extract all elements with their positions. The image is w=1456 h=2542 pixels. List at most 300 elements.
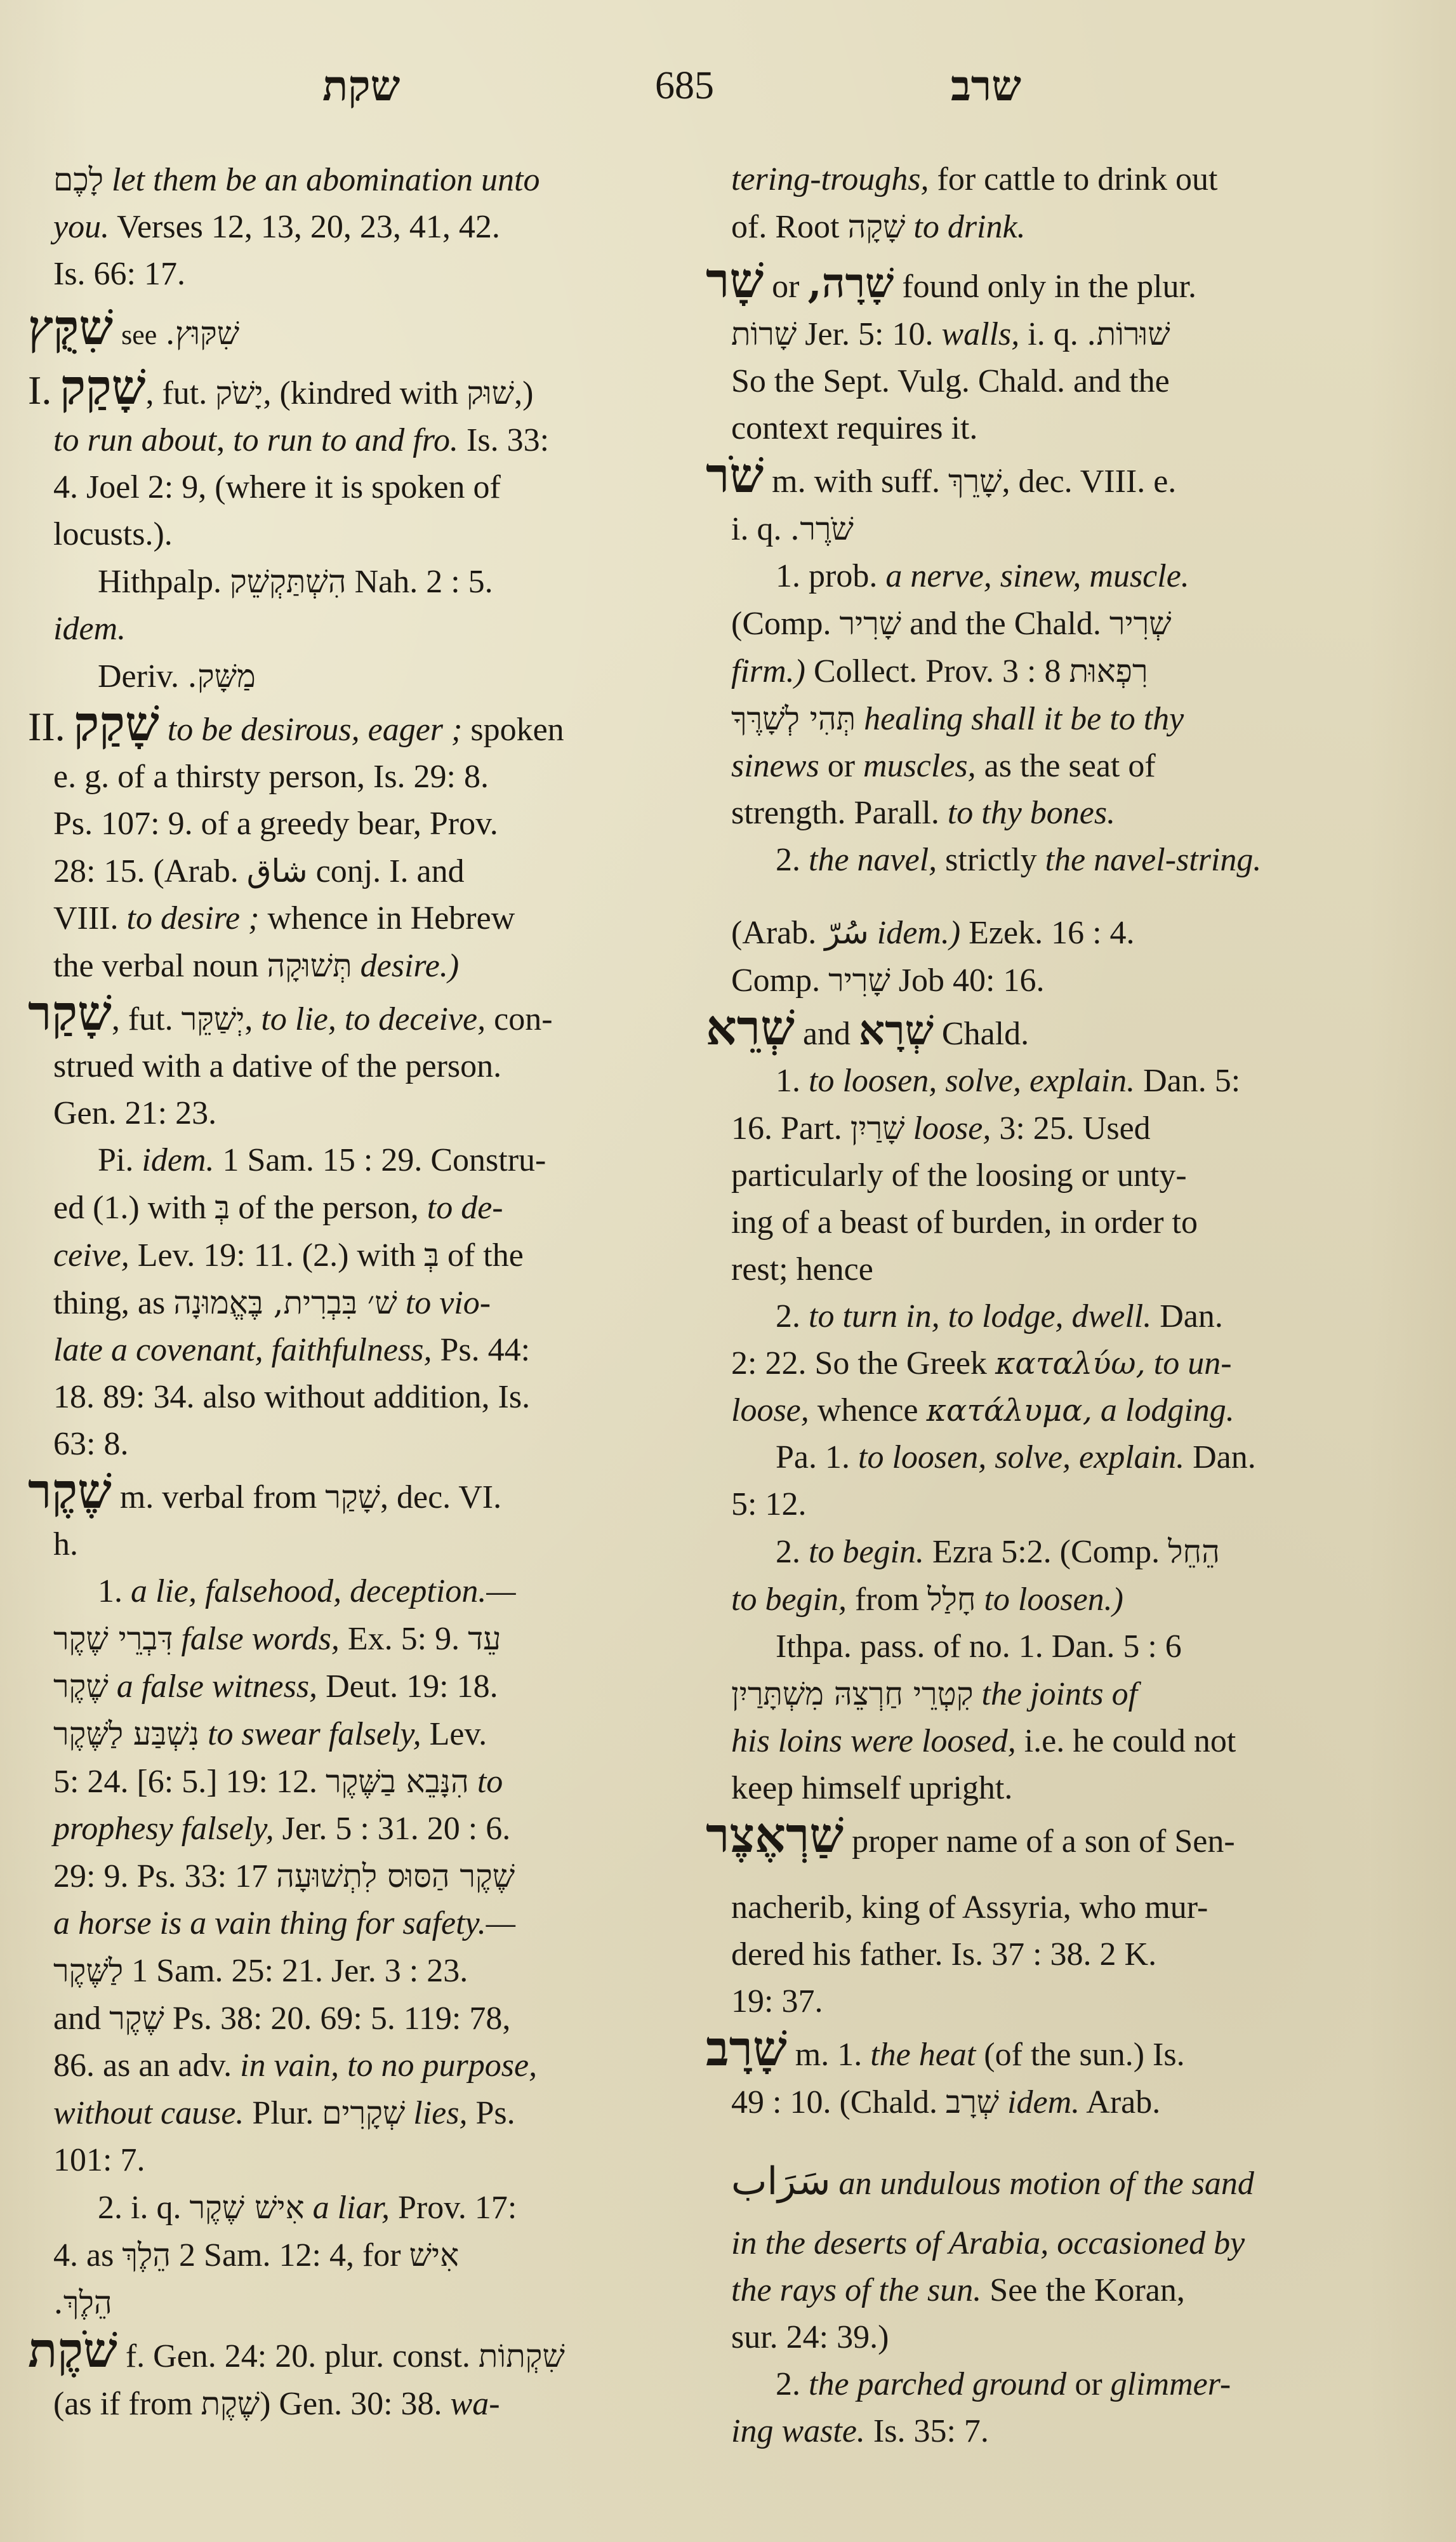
text-line	[706, 1931, 1352, 1978]
text-line	[706, 1434, 1352, 1481]
cross-ref-word: שִׁקּוּץ.	[165, 315, 240, 352]
text: particularly of the loosing or unty-	[731, 1157, 1187, 1194]
text-line	[28, 848, 675, 895]
reference: 19: 37.	[731, 1983, 823, 2020]
reference: Is. 66: 17.	[53, 256, 185, 292]
grammar-label: Hithpalp.	[98, 564, 222, 600]
gloss: let them be an abomination unto	[112, 162, 540, 198]
text: strictly	[945, 842, 1037, 878]
text-line	[28, 1137, 675, 1184]
hebrew-word: לָכֶם	[53, 161, 104, 198]
reference: Lev.	[429, 1716, 487, 1752]
text: thing, as	[53, 1285, 166, 1321]
text: Lev. 19: 11. (2.) with	[137, 1237, 416, 1274]
hebrew-word: רִפְאוּת	[1069, 653, 1148, 689]
sense-number: 1.	[776, 1063, 800, 1099]
entry-shaqar	[28, 985, 675, 1043]
entry-sheqer	[28, 1463, 675, 1521]
hebrew-word: שָׁרֵךְ	[948, 463, 1002, 500]
text-line	[28, 1758, 675, 1806]
hebrew-word: הִשְׁתַּקְשֵׁק	[229, 563, 347, 600]
gloss: muscles,	[863, 748, 976, 784]
text-line	[28, 1853, 675, 1900]
homonym-number: II.	[28, 704, 65, 749]
entry-sharezer	[706, 1807, 1352, 1865]
text: 16. Part.	[731, 1110, 842, 1147]
entry-shaqaq-2	[28, 695, 675, 754]
text: or	[1075, 2366, 1102, 2402]
gloss: to desire ;	[126, 900, 260, 936]
hebrew-word: עֵד	[468, 1620, 501, 1657]
reference: Is. 33:	[458, 422, 550, 458]
hebrew-word: שְׁרִיר	[1109, 605, 1172, 642]
text: ing of a beast of burden, in order to	[731, 1204, 1198, 1241]
grammar-label: m. 1.	[795, 2037, 863, 2073]
text-line	[706, 1058, 1352, 1105]
gloss: a horse is a vain thing for safety.—	[53, 1905, 515, 1941]
arabic-word: شاق	[246, 853, 308, 889]
text-line	[706, 203, 1352, 251]
text-line	[706, 600, 1352, 648]
greek-word: κατάλυμα,	[926, 1393, 1092, 1428]
hebrew-word: שׁוּק	[467, 375, 515, 411]
text: 3: 25. Used	[999, 1110, 1151, 1147]
entry-sharab	[706, 2020, 1352, 2079]
text: Comp.	[731, 962, 821, 999]
headword: שֹׁר	[706, 447, 764, 503]
entry-shera	[706, 999, 1352, 1058]
gloss: a nerve, sinew, muscle.	[885, 558, 1189, 594]
text: 86. as an adv.	[53, 2047, 232, 2084]
gloss: healing shall it be to thy	[864, 701, 1184, 737]
grammar-label: m. with suff.	[772, 463, 940, 500]
text: So the Sept. Vulg. Chald. and the	[731, 363, 1170, 399]
reference: Ps. 44:	[440, 1332, 531, 1368]
gloss: glimmer-	[1110, 2366, 1231, 2402]
text: VIII.	[53, 900, 119, 936]
entry-shar	[706, 252, 1352, 310]
reference: Ps.	[475, 2095, 515, 2131]
grammar-label: Pi.	[98, 1142, 134, 1178]
text-line	[706, 1105, 1352, 1152]
hebrew-word: הֵלֶךְ	[122, 2237, 171, 2273]
reference: (of the sun.) Is.	[984, 2037, 1185, 2073]
text-line	[28, 1568, 675, 1615]
reference: Is. 35: 7.	[873, 2413, 989, 2449]
text-line	[706, 1481, 1352, 1528]
headword-variant: שְׁרָא	[859, 1007, 934, 1055]
text-line	[28, 1327, 675, 1374]
headword: שֹׁקֶת	[28, 2322, 117, 2378]
text-line	[706, 1670, 1352, 1718]
gloss: idem.	[53, 611, 126, 647]
text-line	[706, 1576, 1352, 1623]
gloss: the parched ground	[809, 2366, 1067, 2402]
gloss: to loosen, solve, explain.	[858, 1439, 1185, 1475]
text: spoken	[470, 712, 564, 748]
text: 2: 22. So the Greek	[731, 1345, 987, 1381]
text-line	[28, 1995, 675, 2042]
text-line	[28, 417, 675, 464]
text: Ps. 107: 9. of a greedy bear, Prov.	[53, 806, 498, 842]
hebrew-word: תְּשׁוּקָה	[267, 947, 352, 984]
text-line	[706, 957, 1352, 1004]
text: and	[53, 2000, 102, 2037]
text-line	[706, 1623, 1352, 1670]
text-line	[28, 895, 675, 942]
hebrew-word: בְּ	[423, 1237, 439, 1274]
hebrew-word: שְׁרָב	[945, 2084, 1000, 2120]
text-line	[28, 1184, 675, 1232]
text-line	[706, 837, 1352, 884]
text: 1. prob.	[776, 558, 878, 594]
arabic-word: سُرّ	[824, 914, 869, 951]
text-line	[28, 1521, 675, 1568]
text-line	[706, 505, 1352, 553]
hebrew-word: שֶׁקֶת	[201, 2385, 260, 2422]
text: and the Chald.	[910, 606, 1101, 642]
text: f. Gen. 24: 20. plur. const.	[125, 2338, 470, 2374]
hebrew-word: אִישׁ	[409, 2237, 460, 2273]
text: e. g. of a thirsty person, Is. 29: 8.	[53, 759, 489, 795]
headword: שָׁקַק	[73, 695, 159, 752]
reference: Deut. 19: 18.	[326, 1668, 498, 1705]
text-line	[28, 1900, 675, 1947]
gloss: you.	[53, 209, 110, 245]
reference: Nah. 2 : 5.	[354, 564, 493, 600]
text: strength. Parall.	[731, 795, 939, 831]
reference: 63: 8.	[53, 1426, 129, 1462]
headword: שָׁר	[706, 252, 764, 309]
text-line	[28, 2137, 675, 2184]
gloss: a false witness,	[116, 1668, 318, 1705]
hebrew-phrase: אִישׁ שֶׁקֶר	[189, 2189, 305, 2226]
page-number: 685	[655, 64, 714, 107]
reference: 49 : 10. (Chald.	[731, 2084, 937, 2120]
entry-shoqet	[28, 2322, 675, 2380]
gloss: an undulous motion of the sand	[838, 2166, 1254, 2202]
gloss: loose,	[731, 1392, 809, 1428]
text: of the person,	[238, 1190, 419, 1226]
text-line	[28, 754, 675, 801]
homonym-number: I.	[28, 368, 52, 413]
text: for cattle to drink out	[937, 161, 1218, 197]
hebrew-word: שִׁקְתוֹת	[478, 2338, 565, 2374]
gloss: a liar,	[312, 2190, 390, 2226]
hebrew-phrase: שֶׁקֶר הַסּוּס לִתְשׁוּעָה	[276, 1858, 515, 1894]
headword: שִׁקֻּץ	[28, 299, 114, 356]
gloss: to de-	[427, 1190, 503, 1226]
reference: 101: 7.	[53, 2142, 145, 2178]
text-line	[706, 156, 1352, 203]
grammar-label: Pa. 1.	[776, 1439, 850, 1475]
hebrew-word: שָׁקַר	[325, 1479, 380, 1515]
text: See the Koran,	[989, 2272, 1185, 2308]
hebrew-word: הֵחֵל	[1168, 1533, 1220, 1570]
gloss: his loins were loosed,	[731, 1723, 1016, 1759]
reference: Dan. 5:	[1143, 1063, 1241, 1099]
text-line	[706, 2361, 1352, 2408]
hebrew-phrase: דִּבְרֵי שֶׁקֶר	[53, 1620, 173, 1657]
gloss: walls,	[941, 316, 1020, 352]
text-line	[28, 511, 675, 558]
gloss: to turn in, to lodge, dwell.	[809, 1298, 1152, 1334]
text: from	[854, 1581, 920, 1618]
text: ,	[244, 1001, 253, 1037]
gloss: firm.)	[731, 653, 805, 689]
gloss: lies,	[413, 2095, 468, 2131]
gloss: the navel-string.	[1045, 842, 1262, 878]
hebrew-word: שׁוּרוֹת.	[1086, 316, 1170, 352]
hebrew-word: שָׁרוֹת	[731, 316, 797, 352]
reference: Ps. 38: 20. 69: 5. 119: 78,	[172, 2000, 511, 2037]
grammar-label: , fut.	[145, 375, 208, 411]
text: 2. i. q.	[98, 2190, 182, 2226]
text: strued with a dative of the person.	[53, 1048, 502, 1084]
gloss: to un-	[1153, 1345, 1232, 1381]
text: , dec. VIII. e.	[1002, 463, 1177, 500]
reference: Verses 12, 13, 20, 23, 41, 42.	[117, 209, 500, 245]
text: Chald.	[941, 1016, 1029, 1052]
reference: Job 40: 16.	[898, 962, 1045, 999]
text: Arab.	[1086, 2084, 1161, 2120]
sense-number: 2.	[776, 1534, 800, 1570]
text: keep himself upright.	[731, 1770, 1013, 1806]
gloss: wa-	[450, 2386, 500, 2422]
text-line	[28, 2380, 675, 2428]
gloss: to swear falsely,	[208, 1716, 421, 1752]
cross-ref-label: see	[121, 319, 157, 350]
text-line	[28, 1421, 675, 1468]
reference: Jer. 5: 10.	[805, 316, 934, 352]
right-column	[706, 156, 1352, 2455]
reference: Ex. 5: 9.	[347, 1621, 460, 1657]
hebrew-word: בְּ	[215, 1189, 230, 1226]
gloss: to run about	[53, 422, 217, 458]
text: ed (1.) with	[53, 1190, 207, 1226]
text: (Arab.	[731, 915, 817, 951]
text-line	[706, 2408, 1352, 2455]
text-line	[28, 464, 675, 511]
gloss: to	[477, 1764, 503, 1800]
text-line	[28, 942, 675, 990]
text-line	[28, 1374, 675, 1421]
gloss: to begin.	[809, 1534, 924, 1570]
text: as the seat of	[984, 748, 1156, 784]
running-head	[0, 61, 1456, 124]
text-line	[28, 1806, 675, 1853]
headword: שָׁקַק	[60, 359, 146, 415]
reference: Ezra 5:2. (Comp.	[932, 1534, 1160, 1570]
grammar-label: Plur.	[252, 2095, 314, 2131]
running-head-last-word: שרב	[951, 61, 1021, 110]
gloss: the rays of the sun.	[731, 2272, 982, 2308]
hebrew-word: שָׁרִיר	[828, 962, 890, 999]
text-line	[706, 2314, 1352, 2361]
hebrew-word: שָׁרִיר	[839, 605, 902, 642]
text: 28: 15. (Arab.	[53, 853, 239, 889]
text-line	[28, 2042, 675, 2089]
gloss: faithfulness,	[271, 1332, 432, 1368]
text-line	[28, 1090, 675, 1137]
text: locusts.).	[53, 516, 173, 552]
grammar-label: , fut.	[111, 1001, 173, 1037]
text-line	[706, 1528, 1352, 1576]
text-line	[28, 558, 675, 606]
gloss: in the deserts of Arabia, occasioned by	[731, 2225, 1245, 2261]
text: or	[772, 269, 800, 305]
greek-word: καταλύω,	[995, 1346, 1146, 1381]
hebrew-word: יָשֹׁק	[215, 375, 263, 411]
hebrew-word: שָׁקָה	[847, 208, 906, 245]
text: context requires it.	[731, 410, 978, 446]
text: h.	[53, 1526, 78, 1562]
hebrew-word: שֶׁקֶר	[109, 2000, 164, 2037]
text: conj. I. and	[315, 853, 465, 889]
gloss: the joints of	[981, 1676, 1138, 1712]
text: and	[802, 1016, 851, 1052]
text: rest; hence	[731, 1251, 873, 1288]
gloss: to be desirous, eager ;	[167, 712, 463, 748]
text-line	[706, 1340, 1352, 1387]
headword: שָׁרָב	[706, 2020, 787, 2077]
headword-variant: שָׁרָה,	[807, 260, 894, 307]
text: nacherib, king of Assyria, who mur-	[731, 1889, 1208, 1926]
text-line	[706, 695, 1352, 743]
text-line	[706, 2079, 1352, 2126]
reference: 29: 9. Ps. 33: 17	[53, 1858, 268, 1894]
hebrew-word: שֹׁרֶר.	[790, 510, 854, 547]
text-line	[706, 1152, 1352, 1199]
entry-shiqqus	[28, 299, 675, 359]
text-line	[28, 156, 675, 204]
gloss: prophesy falsely,	[53, 1811, 274, 1847]
grammar-label: Deriv.	[98, 658, 180, 695]
text: 4. Joel 2: 9, (where it is spoken of	[53, 469, 501, 505]
gloss: in vain, to no purpose,	[240, 2047, 538, 2084]
hebrew-word: יְשַׁקֵּר	[181, 1001, 245, 1037]
sense-number: 2.	[776, 2366, 800, 2402]
text-line	[706, 1199, 1352, 1246]
text-line	[706, 648, 1352, 695]
hebrew-word: שָׁרַיִן	[850, 1110, 905, 1147]
reference: 1 Sam. 25: 21. Jer. 3 : 23.	[131, 1953, 468, 1989]
text-line	[706, 310, 1352, 358]
text: i.e. he could not	[1024, 1723, 1236, 1759]
text-line	[706, 2267, 1352, 2314]
text: ,	[216, 422, 234, 458]
text: proper name of a son of Sen-	[852, 1823, 1235, 1860]
text-line	[28, 2184, 675, 2232]
text: whence in Hebrew	[267, 900, 515, 936]
gloss: to vio-	[405, 1285, 491, 1321]
text-line	[706, 358, 1352, 405]
gloss: idem.)	[877, 915, 961, 951]
sense-number: 1.	[98, 1573, 122, 1609]
text-line	[706, 1978, 1352, 2025]
reference: 5: 24. [6: 5.] 19: 12.	[53, 1764, 317, 1800]
text: or	[827, 748, 856, 784]
reference: 5: 12.	[731, 1486, 807, 1522]
entry-shaqaq-1	[28, 359, 675, 417]
arabic-word: سَرَاب	[731, 2159, 831, 2204]
reference: Ezek. 16 : 4.	[969, 915, 1135, 951]
gloss: loose,	[913, 1110, 991, 1147]
text-line	[706, 1387, 1352, 1434]
text-line	[706, 1765, 1352, 1812]
text-line	[28, 1663, 675, 1710]
hebrew-word: חָלַל	[927, 1581, 976, 1618]
text: i. q.	[731, 511, 782, 547]
gloss: tering-troughs,	[731, 161, 929, 197]
running-head-first-word: שקת	[322, 61, 400, 110]
text: 4. as	[53, 2237, 114, 2273]
text-line	[28, 606, 675, 653]
gloss: a lie, falsehood, deception.—	[131, 1573, 516, 1609]
text-line	[28, 1043, 675, 1090]
text-line	[28, 204, 675, 251]
text-line	[706, 790, 1352, 837]
grammar-label: m. verbal from	[119, 1479, 317, 1515]
text: con-	[494, 1001, 553, 1037]
gloss: a lodging.	[1100, 1392, 1234, 1428]
text-line	[28, 2089, 675, 2137]
hebrew-phrase: קִטְרֵי חַרְצֵהּ מִשְׁתָּרַיִן	[731, 1675, 974, 1712]
text: i. q.	[1028, 316, 1078, 352]
text: found only in the plur.	[902, 269, 1196, 305]
text: whence	[817, 1392, 918, 1428]
hebrew-phrase: תְּהִי לְשָׁרֶּךָ	[731, 700, 856, 737]
hebrew-word: לַשֶּׁקֶר	[53, 1952, 124, 1989]
text-line	[28, 801, 675, 848]
reference: 2 Sam. 12: 4, for	[179, 2237, 401, 2273]
text: (as if from	[53, 2386, 193, 2422]
text-line	[28, 1232, 675, 1279]
text-line	[706, 1718, 1352, 1765]
text-line	[28, 1947, 675, 1995]
text-line	[28, 1279, 675, 1327]
text-line	[706, 743, 1352, 790]
text: dered his father. Is. 37 : 38. 2 K.	[731, 1936, 1157, 1973]
gloss: ing waste.	[731, 2413, 865, 2449]
gloss: to thy bones.	[947, 795, 1116, 831]
gloss: desire.)	[360, 948, 460, 984]
reference: Gen. 21: 23.	[53, 1095, 217, 1131]
gloss: the navel,	[809, 842, 937, 878]
hebrew-phrase: נִשְׁבַּע לַשֶּׁקֶר	[53, 1715, 200, 1752]
gloss: ceive,	[53, 1237, 129, 1274]
text-line	[28, 1710, 675, 1758]
gloss: to run to and fro.	[233, 422, 459, 458]
text-line	[28, 2279, 675, 2327]
text-line	[706, 1884, 1352, 1931]
text-line	[706, 909, 1352, 957]
gloss: the heat	[870, 2037, 976, 2073]
gloss: idem.	[142, 1142, 215, 1178]
gloss: to loosen.)	[984, 1581, 1123, 1618]
text-line	[28, 251, 675, 298]
reference: Dan.	[1193, 1439, 1256, 1475]
reference: Prov. 17:	[397, 2190, 517, 2226]
gloss: late a covenant,	[53, 1332, 263, 1368]
text: ,)	[514, 375, 534, 411]
entry-shor	[706, 447, 1352, 505]
text: (Comp.	[731, 606, 831, 642]
reference: Collect. Prov. 3 : 8	[814, 653, 1061, 689]
hebrew-word: שֶׁקֶר	[53, 1668, 109, 1705]
hebrew-phrase: הִנָּבֵא בַשֶּׁקֶר	[325, 1763, 469, 1800]
text: of the	[447, 1237, 524, 1274]
